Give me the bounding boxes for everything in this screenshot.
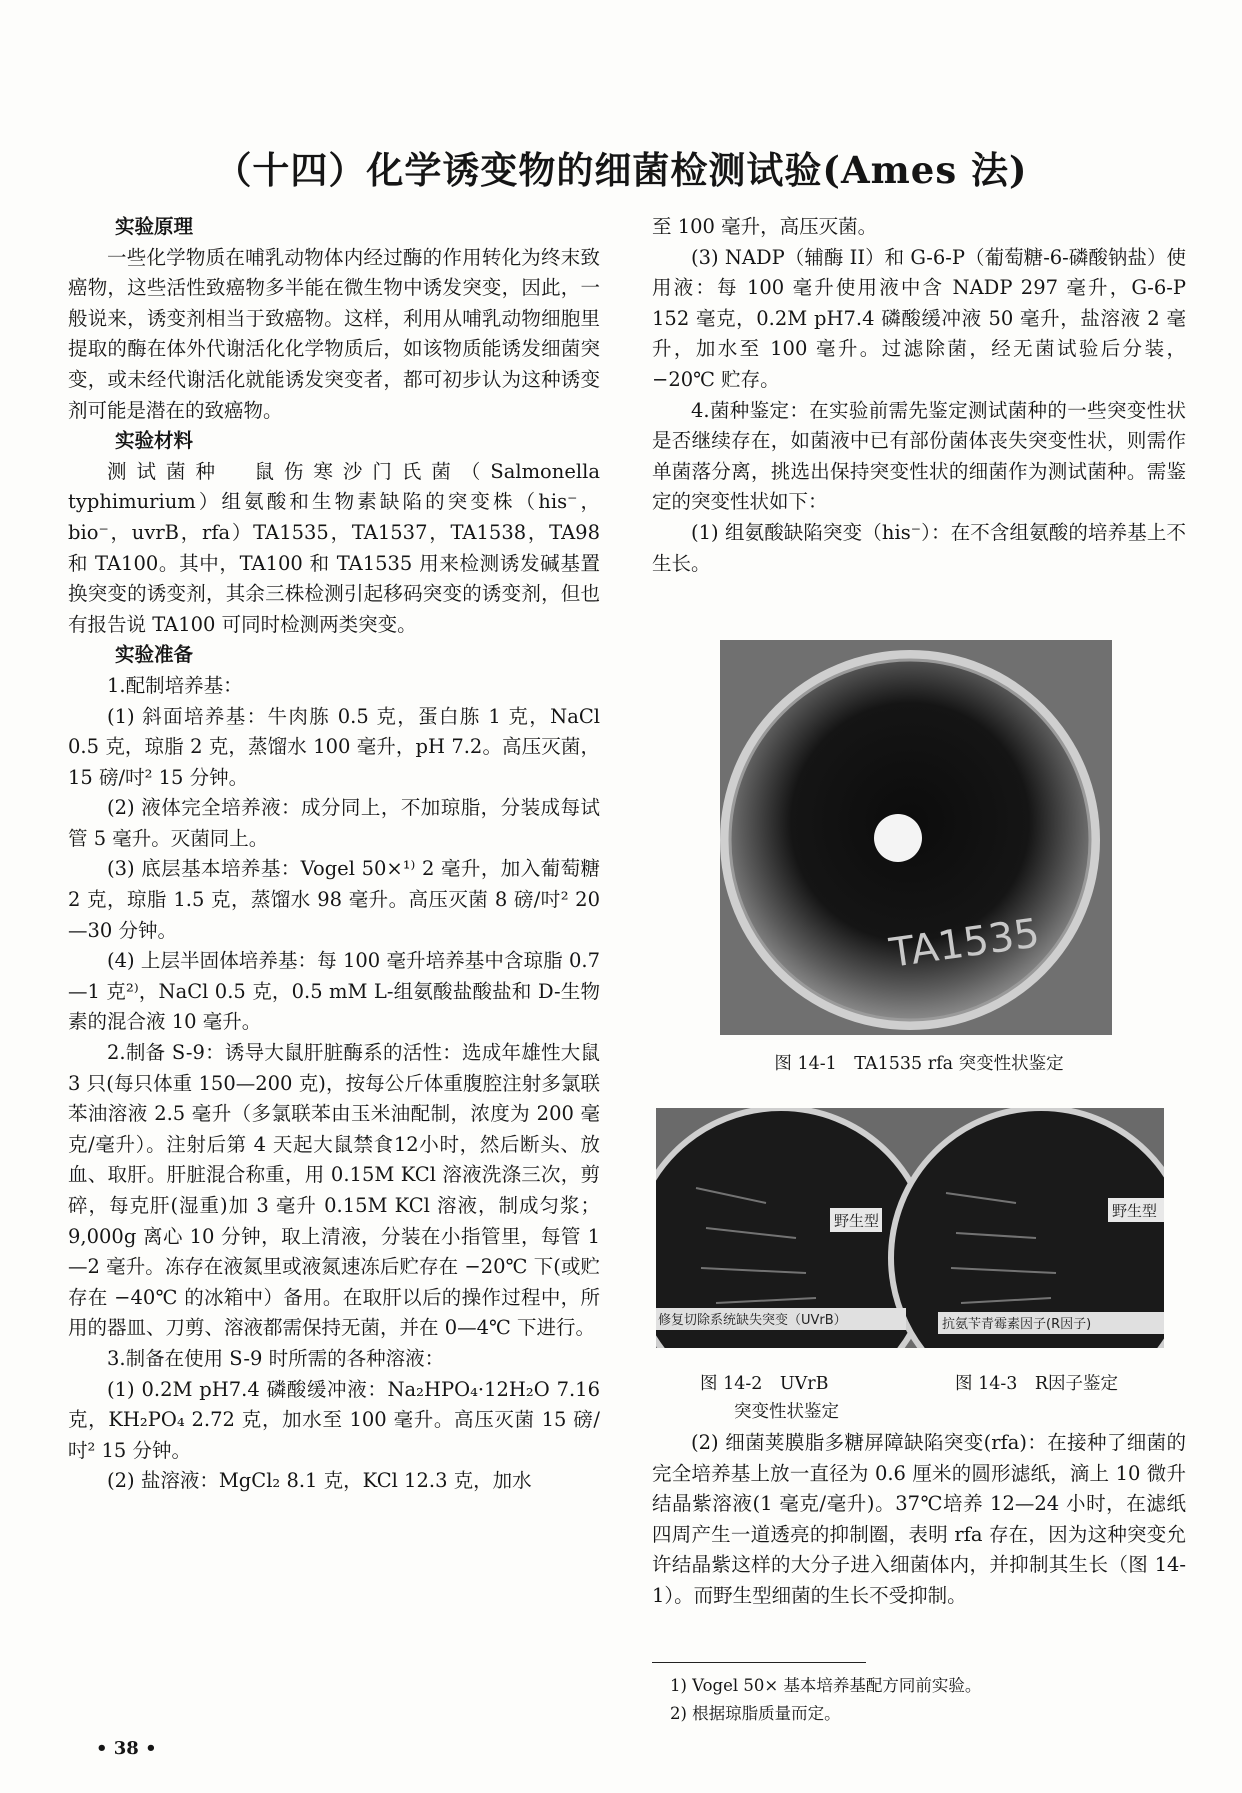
footnote-1: 1) Vogel 50× 基本培养基配方同前实验。 [670,1676,982,1695]
figure-14-3-caption: 图 14-3 R因子鉴定 [955,1374,1119,1394]
paragraph: (2) 盐溶液：MgCl₂ 8.1 克，KCl 12.3 克，加水 [107,1469,532,1493]
page-title: （十四）化学诱变物的细菌检测试验(Ames 法) [214,148,1028,192]
figure-14-2-3-photo [656,1108,1164,1348]
section-heading-principle: 实验原理 [115,215,194,238]
paragraph: (3) NADP（辅酶 II）和 G-6-P（葡萄糖-6-磷酸钠盐）使用液：每 100 毫升使用液中含 NADP 297 毫升，G-6-P 152 毫克，0.2M pH7.4 磷酸缓冲液 50 毫升，盐溶液 2 毫升，加水至 100 毫升。过滤除菌，经无菌试验后分装，−20℃ 贮存。 [652,245,1186,391]
footnote-rule [652,1662,866,1663]
section-heading-materials: 实验材料 [115,429,194,453]
paragraph: (2) 细菌荚膜脂多糖屏障缺陷突变(rfa)：在接种了细菌的完全培养基上放一直径为 0.6 厘米的圆形滤纸，滴上 10 微升结晶紫溶液(1 毫克/毫升)。37℃培养 12—24 小时，在滤纸四周产生一道透亮的抑制圈，表明 rfa 存在，因为这种突变允许结晶紫这样的大分子进入细菌体内，并抑制其生长（图 14-1）。而野生型细菌的生长不受抑制。 [652,1431,1186,1607]
figure-14-2-caption-line1: 图 14-2 UVrB [700,1374,829,1394]
paragraph: 至 100 毫升，高压灭菌。 [652,215,878,238]
paragraph: 1.配制培养基： [107,673,243,697]
filter-disc [874,814,922,862]
paragraph: 2.制备 S-9：诱导大鼠肝脏酶系的活性：选成年雄性大鼠 3 只(每只体重 150—200 克)，按每公斤体重腹腔注射多氯联苯油溶液 2.5 毫升（多氯联苯由玉米油配制，浓度为 200 毫克/毫升）。注射后第 4 天起大鼠禁食12小时，然后断头、放血、取肝。肝脏混合称重，用 0.15M KCl 溶液洗涤三次，剪碎，每克肝(湿重)加 3 毫升 0.15M KCl 溶液，制成匀浆；9,000g 离心 10 分钟，取上清液，分装在小指管里，每管 1—2 毫升。冻存在液氮里或液氮速冻后贮存在 −20℃ 下(或贮存在 −40℃ 的冰箱中）备用。在取肝以后的操作过程中，所用的器皿、刀剪、溶液都需保持无菌，并在 0—4℃ 下进行。 [68,1041,600,1340]
paragraph: (1) 组氨酸缺陷突变（his⁻）：在不含组氨酸的培养基上不生长。 [652,520,1186,575]
plate-label: TA1535 [886,910,1043,977]
paragraph: 3.制备在使用 S-9 时所需的各种溶液： [107,1346,445,1370]
left-column [68,212,600,1497]
right-column-bottom [652,1428,1186,1612]
wild-type-label-left: 野生型 [834,1212,880,1230]
paragraph: 测试菌种 鼠伤寒沙门氏菌（Salmonella typhimurium）组氨酸和生物素缺陷的突变株（his⁻，bio⁻，uvrB，rfa）TA1535，TA1537，TA1538，TA98 和 TA100。其中，TA100 和 TA1535 用来检测诱发碱基置换突变的诱变剂，其余三株检测引起移码突变的诱变剂，但也有报告说 TA100 可同时检测两类突变。 [68,459,600,636]
wild-type-label-right: 野生型 [1112,1202,1158,1220]
right-column-top [652,212,1186,579]
uvrb-label: 修复切除系统缺失突变（UVrB） [658,1313,847,1328]
paragraph: (4) 上层半固体培养基：每 100 毫升培养基中含琼脂 0.7—1 克²⁾，NaCl 0.5 克，0.5 mM L-组氨酸盐酸盐和 D-生物素的混合液 10 毫升。 [68,949,600,1034]
figure-14-1-caption: 图 14-1 TA1535 rfa 突变性状鉴定 [774,1054,1064,1074]
two-plates-photo [656,1108,1164,1348]
paragraph: (3) 底层基本培养基：Vogel 50×¹⁾ 2 毫升，加入葡萄糖 2 克，琼脂 1.5 克，蒸馏水 98 毫升。高压灭菌 8 磅/吋² 20—30 分钟。 [68,857,600,942]
figure-14-2-caption-line2: 突变性状鉴定 [734,1402,839,1422]
figure-14-2-caption [700,1370,839,1426]
footnote-2: 2) 根据琼脂质量而定。 [670,1704,841,1723]
r-factor-label: 抗氨苄青霉素因子(R因子) [942,1317,1092,1332]
petri-dish-photo [720,640,1112,1035]
footnotes [670,1672,981,1728]
paragraph: (1) 斜面培养基：牛肉胨 0.5 克，蛋白胨 1 克，NaCl 0.5 克，琼脂 2 克，蒸馏水 100 毫升，pH 7.2。高压灭菌，15 磅/吋² 15 分钟。 [68,704,600,789]
paragraph: (1) 0.2M pH7.4 磷酸缓冲液：Na₂HPO₄·12H₂O 7.16 克，KH₂PO₄ 2.72 克，加水至 100 毫升。高压灭菌 15 磅/吋² 15 分钟。 [68,1377,600,1462]
paragraph: 一些化学物质在哺乳动物体内经过酶的作用转化为终末致癌物，这些活性致癌物多半能在微生物中诱发突变，因此，一般说来，诱变剂相当于致癌物。这样，利用从哺乳动物细胞里提取的酶在体外代谢活化化学物质后，如该物质能诱发细菌突变，或未经代谢活化就能诱发突变者，都可初步认为这种诱变剂可能是潜在的致癌物。 [68,245,600,422]
section-heading-preparation: 实验准备 [115,643,194,667]
paragraph: (2) 液体完全培养液：成分同上，不加琼脂，分装成每试管 5 毫升。灭菌同上。 [68,796,600,850]
figure-14-1-photo [720,640,1112,1035]
page-number: • 38 • [96,1738,157,1759]
paragraph: 4.菌种鉴定：在实验前需先鉴定测试菌种的一些突变性状是否继续存在，如菌液中已有部份菌体丧失突变性状，则需作单菌落分离，挑选出保持突变性状的细菌作为测试菌种。需鉴定的突变性状如下： [652,398,1186,514]
